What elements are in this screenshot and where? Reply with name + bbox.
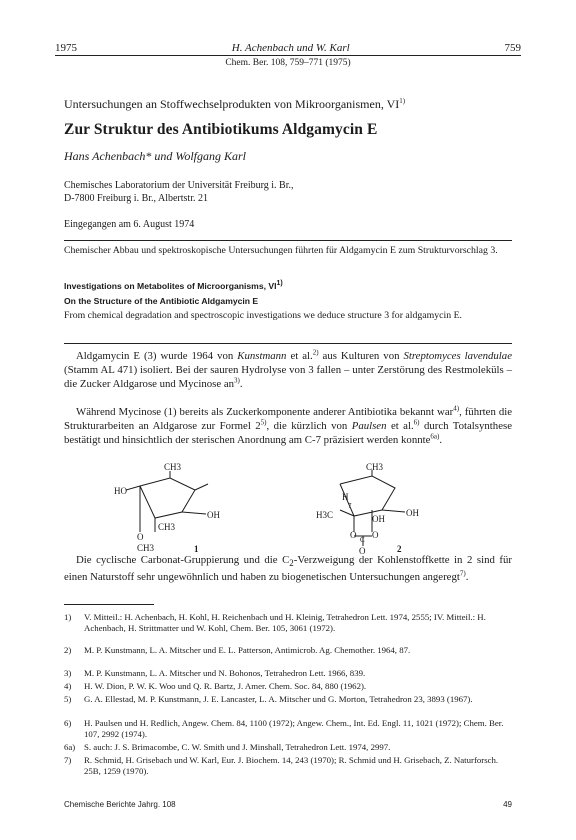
footnote-5 bbox=[64, 694, 512, 705]
footnote-2-text: M. P. Kunstmann, L. A. Mitscher und E. L. Patterson, Antimicrob. Ag. Chemother. 1964, 87. bbox=[84, 645, 411, 655]
structure-2-label: 2 bbox=[397, 544, 402, 554]
s2-h3c: H3C bbox=[316, 510, 334, 520]
footnote-3-text: M. P. Kunstmann, L. A. Mitscher und N. Bohonos, Tetrahedron Lett. 1966, 839. bbox=[84, 668, 366, 678]
footnote-1-number: 1) bbox=[64, 612, 72, 622]
english-series-text: Investigations on Metabolites of Microorganisms, VI bbox=[64, 281, 277, 291]
p2-text-f: . bbox=[439, 434, 443, 446]
received-date: Eingegangen am 6. August 1974 bbox=[64, 219, 195, 230]
p3-text-b: -Verzweigung der Kohlenstoffkette in 2 sind für einen Naturstoff sehr ungewöhnlich und haben zu biogenetischen Untersuchungen angeregt bbox=[64, 554, 512, 584]
s1-ho: HO bbox=[114, 486, 127, 496]
english-series-footnote-ref: 1) bbox=[276, 280, 283, 288]
p1-author-kunstmann: Kunstmann bbox=[237, 350, 287, 362]
institution-line-2: D-7800 Freiburg i. Br., Albertstr. 21 bbox=[64, 193, 208, 204]
english-title: On the Structure of the Antibiotic Aldgamycin E bbox=[64, 296, 259, 306]
p1-text-d: (Stamm AL 471) isoliert. Bei der sauren Hydrolyse von 3 fallen – unter Zerstörung des Restmoleküls – die Zucker Aldgarose und Mycinose an bbox=[64, 364, 512, 390]
footnote-6a-number: 6a) bbox=[64, 742, 76, 752]
abstract-german: Chemischer Abbau und spektroskopische Untersuchungen führten für Aldgamycin E zum Strukturvorschlag 3. bbox=[64, 245, 498, 256]
footnote-7-number: 7) bbox=[64, 755, 72, 765]
article-title: Zur Struktur des Antibiotikums Aldgamycin E bbox=[64, 121, 378, 138]
structure-figure bbox=[110, 462, 470, 556]
p2-text-d: et al. bbox=[386, 420, 414, 432]
footnote-4-number: 4) bbox=[64, 681, 72, 691]
s2-oh-1: OH bbox=[372, 514, 385, 524]
bond-ring-o-1 bbox=[195, 484, 208, 490]
journal-citation: Chem. Ber. 108, 759–771 (1975) bbox=[225, 58, 351, 68]
s2-ch3-top: CH3 bbox=[366, 462, 384, 472]
footnote-1 bbox=[64, 612, 512, 634]
footnote-6a bbox=[64, 742, 512, 753]
footnote-6a-text: S. auch: J. S. Brimacombe, C. W. Smith und J. Minshall, Tetrahedron Lett. 1974, 2997. bbox=[84, 742, 391, 752]
institution bbox=[64, 179, 294, 205]
footnote-6-text: H. Paulsen und H. Redlich, Angew. Chem. 84, 1100 (1972); Angew. Chem., Int. Ed. Engl. 11, 1021 (1972); Chem. Ber. 107, 2992 (1974). bbox=[84, 718, 504, 739]
p1-species: Streptomyces lavendulae bbox=[403, 350, 513, 362]
p1-text-b: et al. bbox=[286, 350, 313, 362]
series-title bbox=[64, 97, 405, 112]
p2-ref-6a: 6a) bbox=[430, 432, 440, 441]
paragraph-1 bbox=[64, 349, 512, 391]
p2-text-c: , die kürzlich von bbox=[266, 420, 352, 432]
footnote-2-number: 2) bbox=[64, 645, 72, 655]
header-year: 1975 bbox=[55, 42, 77, 54]
bond-oh-2 bbox=[382, 510, 405, 512]
bond-ho-1 bbox=[126, 486, 140, 490]
p2-ref-5: 5) bbox=[260, 418, 267, 427]
p3-subscript: 2 bbox=[289, 558, 294, 569]
p1-text-c: aus Kulturen von bbox=[318, 350, 404, 362]
abstract-bottom-rule bbox=[64, 343, 512, 344]
s1-ch3-top: CH3 bbox=[164, 462, 182, 472]
series-text: Untersuchungen an Stoffwechselprodukten von Mikroorganismen, VI bbox=[64, 97, 400, 111]
footnote-rule bbox=[64, 604, 154, 605]
footnote-1-text: V. Mitteil.: H. Achenbach, H. Kohl, H. Reichenbach und H. Kleinig, Tetrahedron Lett. 1974, 2555; IV. Mitteil.: H. Achenbach, H. Strittmatter und W. Kohl, Chem. Ber. 105, 3061 (1972). bbox=[84, 612, 486, 633]
s2-o-1: O bbox=[350, 530, 357, 540]
p3-text-a: Die cyclische Carbonat-Gruppierung und die C bbox=[76, 554, 290, 566]
s2-oh-2: OH bbox=[406, 508, 419, 518]
s1-o: O bbox=[137, 532, 144, 542]
s2-o-3: O bbox=[359, 546, 366, 556]
abstract-top-rule bbox=[64, 240, 512, 241]
p2-text-b: , führten die Strukturarbeiten an Aldgarose zur Formel 2 bbox=[64, 406, 513, 432]
footnote-6 bbox=[64, 718, 512, 740]
header-page-number: 759 bbox=[504, 42, 521, 54]
english-series-title bbox=[64, 281, 283, 291]
p2-ref-6: 6) bbox=[413, 418, 420, 427]
footnote-5-number: 5) bbox=[64, 694, 72, 704]
s1-ch3-low: CH3 bbox=[158, 522, 176, 532]
s2-c: C bbox=[360, 536, 365, 544]
footnote-2 bbox=[64, 645, 512, 656]
p2-ref-4: 4) bbox=[453, 404, 460, 413]
p1-text-a: Aldgamycin E (3) wurde 1964 von bbox=[76, 350, 238, 362]
running-header bbox=[55, 38, 521, 54]
footer-journal: Chemische Berichte Jahrg. 108 bbox=[64, 800, 176, 809]
institution-line-1: Chemisches Laboratorium der Universität Freiburg i. Br., bbox=[64, 180, 294, 191]
p3-ref-7: 7) bbox=[459, 569, 466, 578]
page-footer bbox=[64, 800, 512, 809]
p1-ref-2: 2) bbox=[312, 348, 319, 357]
s1-oh: OH bbox=[207, 510, 220, 520]
p1-text-e: . bbox=[239, 378, 243, 390]
footnote-7 bbox=[64, 755, 512, 777]
footnote-3 bbox=[64, 668, 512, 679]
authors: Hans Achenbach* und Wolfgang Karl bbox=[64, 149, 246, 163]
footnote-6-number: 6) bbox=[64, 718, 72, 728]
p2-author-paulsen: Paulsen bbox=[351, 420, 387, 432]
abstract-english: From chemical degradation and spectroscopic investigations we deduce structure 3 for aldgamycin E. bbox=[64, 310, 463, 321]
header-running-title: H. Achenbach und W. Karl bbox=[231, 42, 350, 54]
header-rule bbox=[55, 55, 521, 56]
paragraph-2 bbox=[64, 405, 512, 447]
series-footnote-ref: 1) bbox=[399, 97, 406, 105]
s1-ch3-o: CH3 bbox=[137, 543, 155, 553]
paragraph-3 bbox=[64, 553, 512, 584]
p1-ref-3: 3) bbox=[234, 376, 240, 385]
footnote-5-text: G. A. Ellestad, M. P. Kunstmann, J. E. Lancaster, L. A. Mitscher und G. Morton, Tetrahedron 23, 3893 (1967). bbox=[84, 694, 473, 704]
s2-o-2: O bbox=[372, 530, 379, 540]
bond-oh-1 bbox=[182, 512, 206, 514]
footnote-7-text: R. Schmid, H. Grisebach und W. Karl, Eur. J. Biochem. 14, 243 (1970); R. Schmid und H. Grisebach, Z. Naturforsch. 25B, 1259 (1970). bbox=[84, 755, 499, 776]
s2-seven: 7 bbox=[348, 502, 352, 510]
p2-text-a: Während Mycinose (1) bereits als Zuckerkomponente anderer Antibiotika bekannt war bbox=[76, 406, 454, 418]
footer-sheet-number: 49 bbox=[503, 800, 512, 809]
p3-text-c: . bbox=[465, 571, 469, 584]
structure-1-label: 1 bbox=[194, 544, 199, 554]
footnote-4-text: H. W. Dion, P. W. K. Woo und Q. R. Bartz, J. Amer. Chem. Soc. 84, 880 (1962). bbox=[84, 681, 367, 691]
footnote-4 bbox=[64, 681, 512, 692]
s2-h: H bbox=[342, 492, 349, 502]
footnote-3-number: 3) bbox=[64, 668, 72, 678]
p2-text-e: durch Totalsynthese bestätigt und hinsichtlich der sterischen Anordnung am C-7 präzisiert werden konnte bbox=[64, 420, 512, 446]
